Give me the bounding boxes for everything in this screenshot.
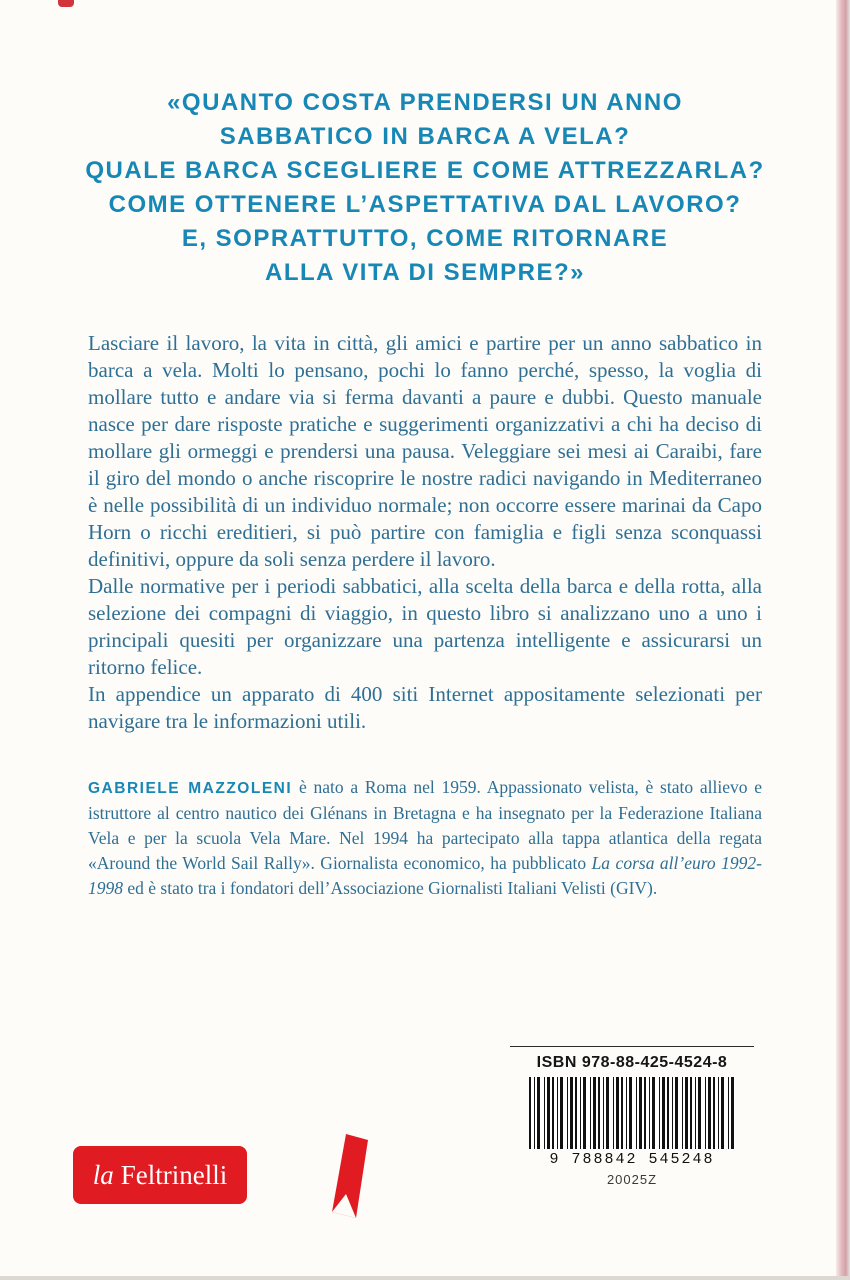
quote-line: «QUANTO COSTA PRENDERSI UN ANNO xyxy=(167,89,683,116)
synopsis-paragraph: Lasciare il lavoro, la vita in città, gli amici e partire per un anno sabbatico in barca a vela. Molti lo pensano, pochi lo fanno perché, spesso, la voglia di mollare tutto e andare via si ferma davanti a paure e dubbi. Questo manuale nasce per dare risposte pratiche e suggerimenti organizzativi a chi ha deciso di mollare gli ormeggi e prendersi una pausa. Veleggiare sei mesi ai Caraibi, fare il giro del mondo o anche riscoprire le nostre radici navigando in Mediterraneo è nelle possibilità di un individuo normale; non occorre essere marinai da Capo Horn o ricchi ereditieri, si può partire con famiglia e figli senza sconquassi definitivi, oppure da soli senza perdere il lavoro. xyxy=(88,331,762,571)
bio-book-title: La corsa all’euro 1992-1998 xyxy=(88,853,762,898)
barcode-digits: 9 788842 545248 xyxy=(549,1151,715,1168)
isbn-block xyxy=(510,1046,754,1187)
quote-block xyxy=(58,86,792,290)
quote-line: SABBATICO IN BARCA A VELA? xyxy=(219,123,631,150)
scan-mark-top-left xyxy=(58,0,74,7)
isbn-label: ISBN 978-88-425-4524-8 xyxy=(536,1054,728,1071)
quote-line: COME OTTENERE L’ASPETTATIVA DAL LAVORO? xyxy=(108,191,742,218)
synopsis-paragraph: In appendice un apparato di 400 siti Internet appositamente selezionati per navigare tra le informazioni utili. xyxy=(88,682,762,733)
print-code: 20025Z xyxy=(606,1172,658,1187)
publisher-logo-la: la xyxy=(92,1159,114,1190)
author-name: GABRIELE MAZZOLENI xyxy=(88,780,293,797)
bio-text: è nato a Roma nel 1959. Appassionato velista, è stato allievo e istruttore al centro nautico dei Glénans in Bretagna e ha insegnato per la Federazione Italiana Vela e per la scuola Vela Mare. Nel 1994 ha partecipato alla tappa atlantica della regata «Around the World Sail Rally». Giornalista economico, ha pubblicato xyxy=(88,777,762,873)
scan-edge-bottom xyxy=(0,1276,850,1280)
quote-line: ALLA VITA DI SEMPRE?» xyxy=(265,259,585,286)
synopsis-paragraph: Dalle normative per i periodi sabbatici, alla scelta della barca e della rotta, alla selezione dei compagni di viaggio, in questo libro si analizzano uno a uno i principali quesiti per organizzare una partenza intelligente e assicurarsi un ritorno felice. xyxy=(88,574,762,679)
bio-text: ed è stato tra i fondatori dell’Associazione Giornalisti Italiani Velisti (GIV). xyxy=(123,878,658,898)
barcode xyxy=(529,1077,735,1149)
author-bio xyxy=(88,775,762,901)
publisher-flag-icon xyxy=(318,1134,368,1218)
scan-edge-right xyxy=(836,0,850,1280)
publisher-logo xyxy=(73,1146,247,1204)
synopsis xyxy=(88,330,762,735)
publisher-logo-name: Feltrinelli xyxy=(120,1159,228,1190)
quote-line: E, SOPRATTUTTO, COME RITORNARE xyxy=(181,225,669,252)
quote-line: QUALE BARCA SCEGLIERE E COME ATTREZZARLA? xyxy=(85,157,765,184)
